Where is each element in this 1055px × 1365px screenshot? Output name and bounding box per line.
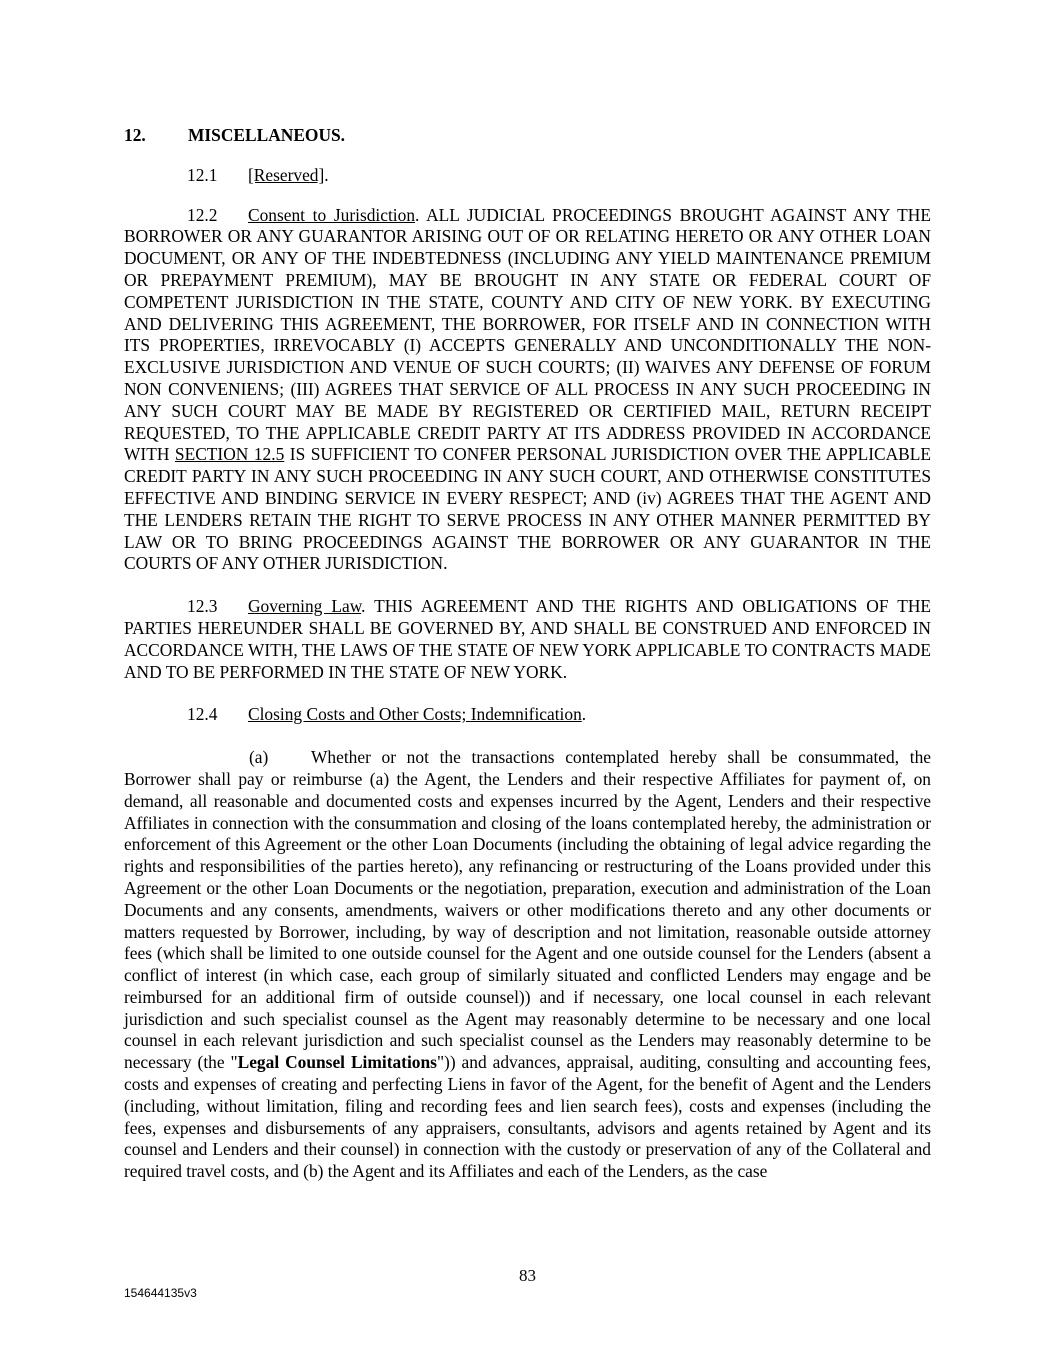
section-12-5-reference[interactable]: SECTION 12.5 xyxy=(174,444,285,465)
document-id: 154644135v3 xyxy=(124,1286,197,1300)
section-12-2 xyxy=(124,205,931,576)
section-title: MISCELLANEOUS. xyxy=(188,125,346,145)
section-12-2-title: Consent to Jurisdiction xyxy=(248,204,416,225)
section-12-4-a xyxy=(124,747,931,1183)
section-12-4 xyxy=(124,704,931,726)
section-12-3-title: Governing Law xyxy=(248,596,362,617)
section-12-3-number: 12.3 xyxy=(187,596,218,617)
section-12-3-text: . THIS AGREEMENT AND THE RIGHTS AND OBLIGATIONS OF THE PARTIES HEREUNDER SHALL BE GOVERNED BY, AND SHALL BE CONSTRUED AND ENFORCED IN ACCORDANCE WITH, THE LAWS OF THE STATE OF NEW YORK APPLICABLE TO CONTRACTS MADE AND TO BE PERFORMED IN THE STATE OF NEW YORK. xyxy=(124,596,931,682)
defined-term-legal-counsel-limitations: Legal Counsel Limitations xyxy=(237,1052,437,1073)
section-heading xyxy=(124,125,931,147)
section-12-4-punct: . xyxy=(581,704,587,725)
document-page xyxy=(124,125,931,1183)
section-12-1-title: [Reserved] xyxy=(248,164,325,185)
section-12-4-title: Closing Costs and Other Costs; Indemnification xyxy=(248,704,582,725)
section-12-1-punct: . xyxy=(324,164,329,185)
section-number: 12. xyxy=(124,125,146,145)
section-12-3 xyxy=(124,596,931,683)
section-12-2-text-a: . ALL JUDICIAL PROCEEDINGS BROUGHT AGAINST ANY THE BORROWER OR ANY GUARANTOR ARISING OUT OF OR RELATING HERETO OR ANY OTHER LOAN DOCUMENT, OR ANY OF THE INDEBTEDNESS (INCLUDING ANY YIELD MAINTENANCE PREMIUM OR PREPAYMENT PREMIUM), MAY BE BROUGHT IN ANY STATE OR FEDERAL COURT OF COMPETENT JURISDICTION IN THE STATE, COUNTY AND CITY OF NEW YORK. BY EXECUTING AND DELIVERING THIS AGREEMENT, THE BORROWER, FOR ITSELF AND IN CONNECTION WITH ITS PROPERTIES, IRREVOCABLY (I) ACCEPTS GENERALLY AND UNCONDITIONALLY THE NON-EXCLUSIVE JURISDICTION AND VENUE OF SUCH COURTS; (II) WAIVES ANY DEFENSE OF FORUM NON CONVENIENS; (III) AGREES THAT SERVICE OF ALL PROCESS IN ANY SUCH PROCEEDING IN ANY SUCH COURT MAY BE MADE BY REGISTERED OR CERTIFIED MAIL, RETURN RECEIPT REQUESTED, TO THE APPLICABLE CREDIT PARTY AT ITS ADDRESS PROVIDED IN ACCORDANCE WITH xyxy=(124,204,931,465)
section-12-4-a-number: (a) xyxy=(249,747,269,768)
section-12-4-a-text-b: ")) and advances, appraisal, auditing, consulting and accounting fees, costs and expenses of creating and perfecting Liens in favor of the Agent, for the benefit of Agent and the Lenders (including, without limitation, filing and recording fees and lien search fees), costs and expenses (including the fees, expenses and disbursements of any appraisers, consultants, advisors and agents retained by Agent and its counsel and Lenders and their counsel) in connection with the custody or preservation of any of the Collateral and required travel costs, and (b) the Agent and its Affiliates and each of the Lenders, as the case xyxy=(124,1052,931,1182)
section-12-2-text-b: IS SUFFICIENT TO CONFER PERSONAL JURISDICTION OVER THE APPLICABLE CREDIT PARTY IN ANY SUCH PROCEEDING IN ANY SUCH COURT, AND OTHERWISE CONSTITUTES EFFECTIVE AND BINDING SERVICE IN EVERY RESPECT; AND (iv) AGREES THAT THE AGENT AND THE LENDERS RETAIN THE RIGHT TO SERVE PROCESS IN ANY OTHER MANNER PERMITTED BY LAW OR TO BRING PROCEEDINGS AGAINST THE BORROWER OR ANY GUARANTOR IN THE COURTS OF ANY OTHER JURISDICTION. xyxy=(124,444,931,574)
page-number: 83 xyxy=(519,1266,536,1285)
section-12-4-a-text-a: Whether or not the transactions contemplated hereby shall be consummated, the Borrower shall pay or reimburse (a) the Agent, the Lenders and their respective Affiliates for payment of, on demand, all reasonable and documented costs and expenses incurred by the Agent, Lenders and their respective Affiliates in connection with the consummation and closing of the loans contemplated hereby, the administration or enforcement of this Agreement or the other Loan Documents (including the obtaining of legal advice regarding the rights and responsibilities of the parties hereto), any refinancing or restructuring of the Loans provided under this Agreement or the other Loan Documents or the negotiation, preparation, execution and administration of the Loan Documents and any consents, amendments, waivers or other modifications thereto and any other documents or matters requested by Borrower, including, by way of description and not limitation, reasonable outside attorney fees (which shall be limited to one outside counsel for the Agent and one outside counsel for the Lenders (absent a conflict of interest (in which case, each group of similarly situated and conflicted Lenders may engage and be reimbursed for an additional firm of outside counsel)) and if necessary, one local counsel in each relevant jurisdiction and such specialist counsel as the Agent may reasonably determine to be necessary and one local counsel in each relevant jurisdiction and such specialist counsel as the Lenders may reasonably determine to be necessary (the " xyxy=(124,747,931,1073)
section-12-1-number: 12.1 xyxy=(187,164,218,185)
section-12-1 xyxy=(124,165,931,187)
section-12-2-number: 12.2 xyxy=(187,204,218,225)
section-12-4-number: 12.4 xyxy=(187,704,218,725)
